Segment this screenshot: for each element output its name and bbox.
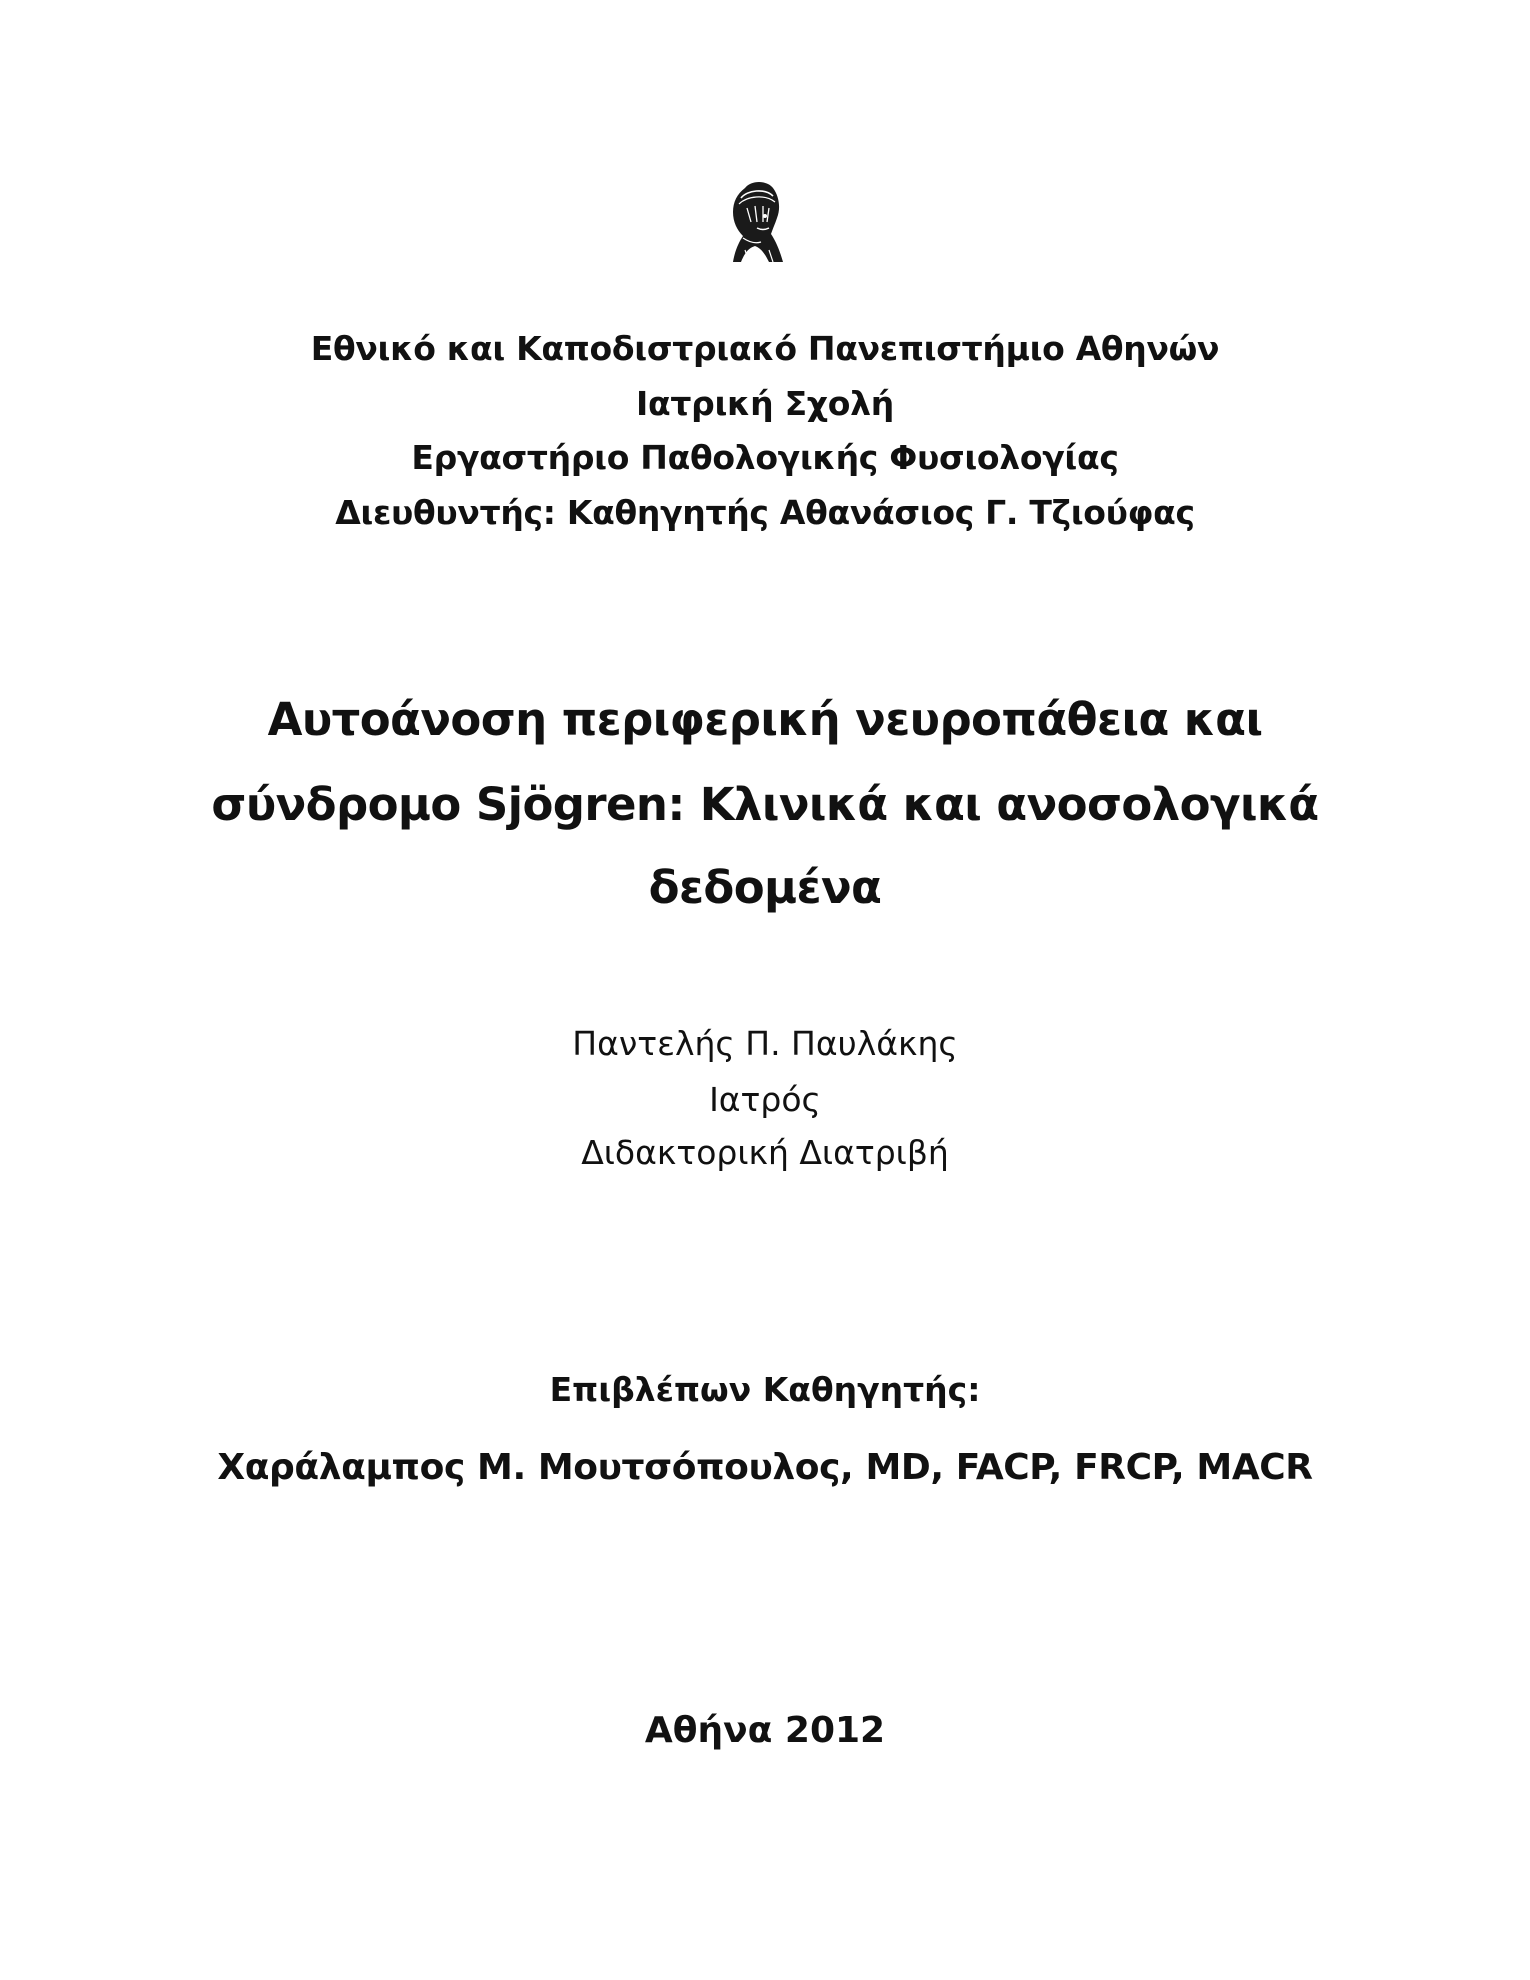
thesis-title-line-1: Αυτοάνοση περιφερική νευροπάθεια και (267, 693, 1263, 746)
university-name: Εθνικό και Καποδιστριακό Πανεπιστήμιο Αθηνών (310, 329, 1220, 368)
place-year: Αθήνα 2012 (644, 1710, 886, 1751)
author-name: Παντελής Π. Παυλάκης (572, 1024, 958, 1063)
supervisor-label: Επιβλέπων Καθηγητής: (549, 1370, 981, 1409)
document-type: Διδακτορική Διατριβή (581, 1133, 949, 1172)
thesis-title-line-2: σύνδρομο Sjögren: Κλινικά και ανοσολογικά (211, 778, 1319, 831)
university-emblem-icon (725, 178, 789, 266)
school-name: Ιατρική Σχολή (636, 384, 894, 423)
director-line: Διευθυντής: Καθηγητής Αθανάσιος Γ. Τζιούφας (335, 493, 1195, 532)
laboratory-name: Εργαστήριο Παθολογικής Φυσιολογίας (411, 438, 1119, 477)
supervisor-name: Χαράλαμπος Μ. Μουτσόπουλος, MD, FACP, FRCP, MACR (217, 1447, 1313, 1488)
thesis-title-line-3: δεδομένα (648, 861, 882, 914)
author-profession: Ιατρός (709, 1080, 821, 1119)
